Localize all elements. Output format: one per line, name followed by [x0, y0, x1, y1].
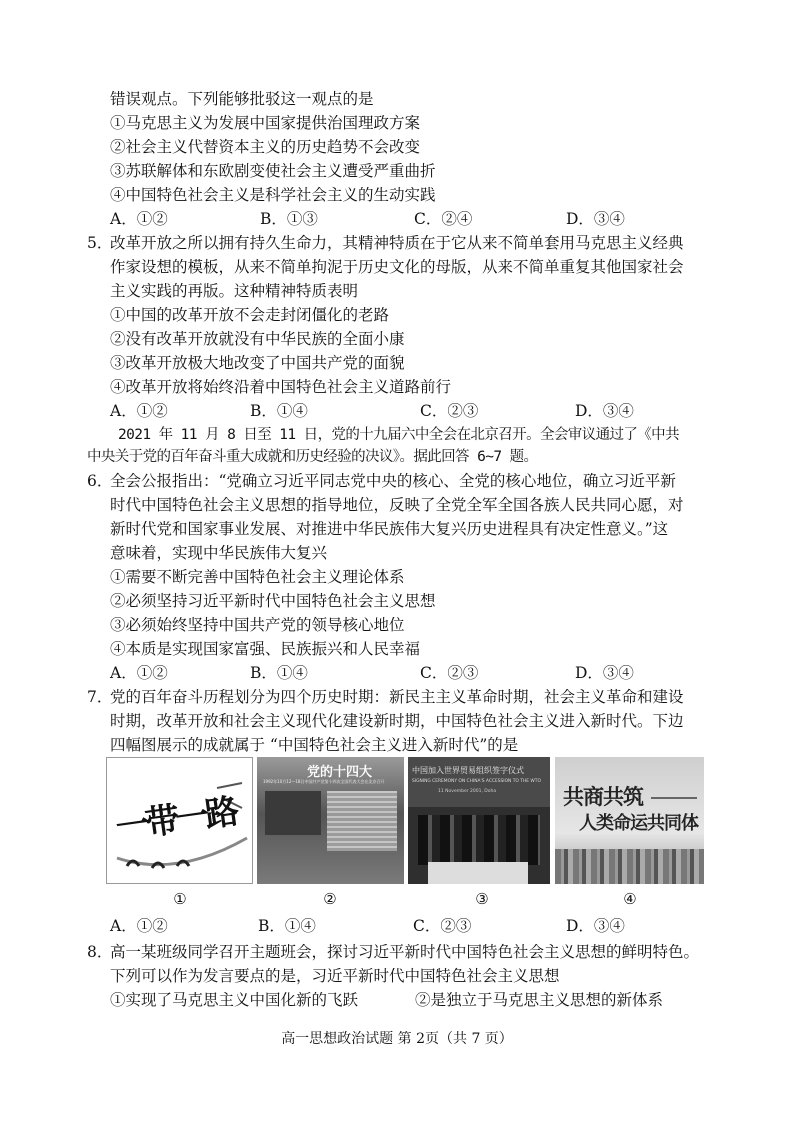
q7-choice-a[interactable]: A．①②: [110, 917, 168, 935]
q4-option-4: ④中国特色社会主义是科学社会主义的生动实践: [110, 186, 436, 204]
wto-crowd: [418, 815, 540, 865]
image-wto-signing: [408, 757, 550, 884]
q5-option-3: ③改革开放极大地改变了中国共产党的面貌: [110, 354, 405, 372]
q8-option-1: ①实现了马克思主义中国化新的飞跃: [110, 991, 359, 1009]
q4-stem: 错误观点。下列能够批驳这一观点的是: [110, 90, 374, 108]
wto-table: [428, 862, 528, 884]
q6-choices: [110, 662, 730, 684]
belt-road-caption: 一带一路: [113, 791, 238, 849]
q8-stem-line-1: 高一某班级同学召开主题班会，探讨习近平新时代中国特色社会主义思想的鲜明特色。: [110, 943, 700, 961]
q5-choice-b[interactable]: B．①④: [250, 402, 308, 420]
image-shared-future: [555, 757, 704, 884]
q7-stem-line-2: 时期，改革开放和社会主义现代化建设新时期，中国特色社会主义进入新时代。下边: [110, 712, 684, 730]
q5-stem-line-3: 主义实践的再版。这种精神特质表明: [110, 282, 359, 300]
q4-choice-a[interactable]: A．①②: [110, 210, 168, 228]
q6-option-2: ②必须坚持习近平新时代中国特色社会主义思想: [110, 592, 436, 610]
q5-choice-a[interactable]: A．①②: [110, 402, 168, 420]
q5-option-2: ②没有改革开放就没有中华民族的全面小康: [110, 330, 405, 348]
image-label-1: ①: [173, 890, 187, 908]
shared-future-subtitle: 人类命运共同体: [579, 813, 698, 834]
q4-option-1: ①马克思主义为发展中国家提供治国理政方案: [110, 114, 421, 132]
q5-choice-d[interactable]: D．③④: [575, 402, 634, 420]
page-footer: 高一思想政治试题 第 2页（共 7 页）: [281, 1031, 513, 1047]
q7-choice-b[interactable]: B．①④: [258, 917, 316, 935]
q7-stem-line-3: 四幅图展示的成就属于 “中国特色社会主义进入新时代”的是: [110, 736, 519, 754]
shared-future-title: 共商共筑: [563, 784, 643, 809]
q8-number: 8．: [87, 943, 113, 961]
q6-stem-line-4: 意味着，实现中华民族伟大复兴: [110, 544, 328, 562]
q7-stem-line-1: 党的百年奋斗历程划分为四个历史时期：新民主主义革命时期，社会主义革命和建设: [110, 688, 684, 706]
q6-stem-line-1: 全会公报指出：“党确立习近平同志党中央的核心、全党的核心地位，确立习近平新: [110, 472, 676, 490]
image-belt-and-road: [106, 757, 253, 884]
q6-option-4: ④本质是实现国家富强、民族振兴和人民幸福: [110, 640, 421, 658]
q5-option-4: ④改革开放将始终沿着中国特色社会主义道路前行: [110, 378, 452, 396]
q4-choice-d[interactable]: D．③④: [566, 210, 625, 228]
q5-choices: [110, 400, 730, 422]
q6-stem-line-2: 时代中国特色社会主义思想的指导地位，反映了全党全军全国各族人民共同心愿，对: [110, 496, 684, 514]
q6-option-1: ①需要不断完善中国特色社会主义理论体系: [110, 568, 405, 586]
image-label-4: ④: [623, 890, 637, 908]
q5-stem-line-2: 作家设想的模板，从来不简单拘泥于历史文化的母版，从来不简单重复其他国家社会: [110, 258, 684, 276]
image-label-2: ②: [323, 890, 337, 908]
q6-choice-c[interactable]: C．②③: [420, 664, 479, 682]
q6-number: 6．: [87, 472, 113, 490]
q4-option-2: ②社会主义代替资本主义的历史趋势不会改变: [110, 138, 421, 156]
q7-choice-c[interactable]: C．②③: [413, 917, 472, 935]
image-label-3: ③: [475, 890, 489, 908]
q8-option-2: ②是独立于马克思主义思想的新体系: [415, 991, 664, 1009]
congress-subtitle: 1992年10月12—18日中国共产党第十四次全国代表大会在北京召开: [263, 779, 385, 784]
congress-title: 党的十四大: [307, 765, 373, 780]
congress-photo-inset: [265, 791, 321, 835]
wto-date: 11 November 2001, Doha: [438, 789, 497, 794]
image-14th-congress: [257, 757, 404, 884]
q5-choice-c[interactable]: C．②③: [420, 402, 479, 420]
q6-option-3: ③必须始终坚持中国共产党的领导核心地位: [110, 616, 405, 634]
shared-future-rule: [651, 797, 697, 799]
q4-choice-c[interactable]: C．②④: [414, 210, 473, 228]
shared-future-skyline: [555, 849, 704, 884]
q7-choice-d[interactable]: D．③④: [566, 917, 625, 935]
q4-option-3: ③苏联解体和东欧剧变使社会主义遭受严重曲折: [110, 162, 436, 180]
wto-title: 中国加入世界贸易组织签字仪式: [412, 766, 524, 775]
intro-line-2: 中央关于党的百年奋斗重大成就和历史经验的决议》。据此回答 6~7 题。: [87, 449, 538, 465]
q5-stem-line-1: 改革开放之所以拥有持久生命力，其精神特质在于它从来不简单套用马克思主义经典: [110, 234, 684, 252]
q6-choice-b[interactable]: B．①④: [250, 664, 308, 682]
q6-choice-a[interactable]: A．①②: [110, 664, 168, 682]
q4-choices: [110, 208, 730, 230]
q5-option-1: ①中国的改革开放不会走封闭僵化的老路: [110, 306, 390, 324]
q5-number: 5．: [87, 234, 113, 252]
q7-choices: [110, 915, 730, 937]
intro-line-1: 2021 年 11 月 8 日至 11 日，党的十九届六中全会在北京召开。全会审议通过了《中共: [118, 427, 679, 443]
q7-number: 7．: [87, 688, 113, 706]
q8-stem-line-2: 下列可以作为发言要点的是，习近平新时代中国特色社会主义思想: [110, 967, 560, 985]
q6-choice-d[interactable]: D．③④: [575, 664, 634, 682]
wto-subtitle: SIGNING CEREMONY ON CHINA'S ACCESSION TO THE WTO: [412, 779, 541, 784]
q6-stem-line-3: 新时代党和国家事业发展、对推进中华民族伟大复兴历史进程具有决定性意义。”这: [110, 520, 669, 538]
congress-text-block: [327, 791, 397, 851]
q4-choice-b[interactable]: B．①③: [260, 210, 318, 228]
